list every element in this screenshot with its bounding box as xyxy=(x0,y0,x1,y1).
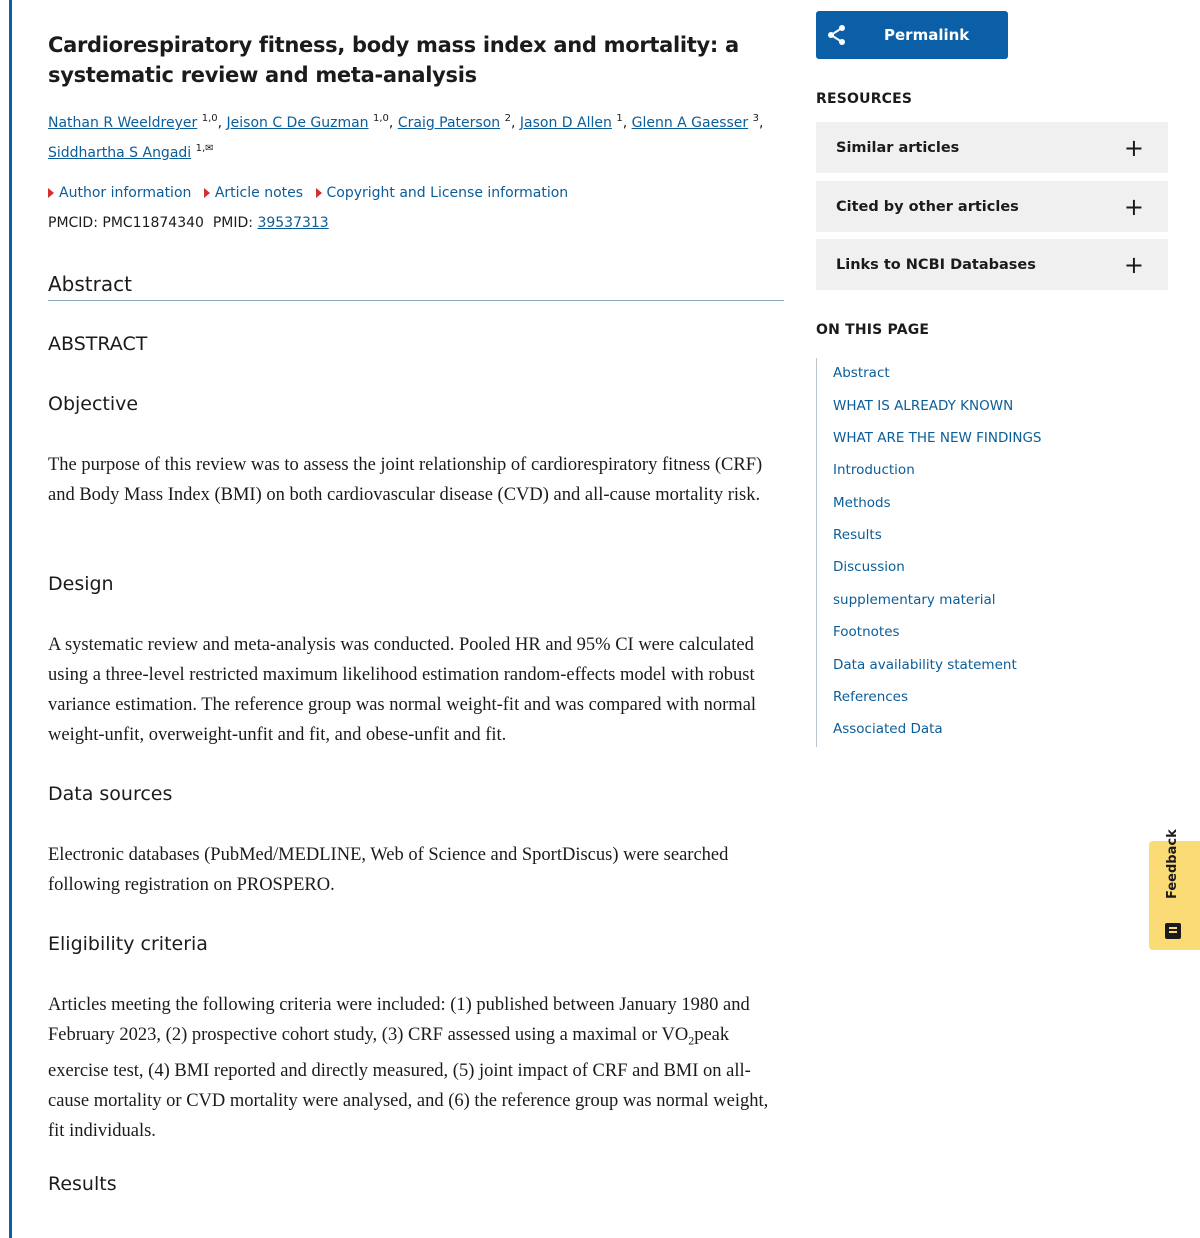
data-sources-heading: Data sources xyxy=(48,783,173,805)
author-affiliation: 3 xyxy=(752,113,759,124)
expand-triangle-icon xyxy=(48,188,54,198)
author-link[interactable]: Siddhartha S Angadi xyxy=(48,145,192,161)
article-info-links xyxy=(48,182,784,205)
objective-text: The purpose of this review was to assess the joint relationship of cardiorespiratory fitness (CRF) and Body Mass Index (BMI) on both cardiovascular disease (CVD) and all-cause mortality risk. xyxy=(48,455,763,505)
author-affiliation: 1,0 xyxy=(201,113,218,124)
author-link[interactable]: Nathan R Weeldreyer xyxy=(48,115,198,131)
results-heading: Results xyxy=(48,1173,117,1195)
ncbi-links-accordion[interactable] xyxy=(816,239,1168,290)
similar-articles-accordion[interactable] xyxy=(816,122,1168,173)
author-link[interactable]: Jeison C De Guzman xyxy=(226,115,369,131)
permalink-label: Permalink xyxy=(884,26,970,44)
author-affiliation: 1,0 xyxy=(373,113,389,124)
toc-item[interactable]: Introduction xyxy=(833,462,915,478)
article-title: Cardiorespiratory fitness, body mass index and mortality: a systematic review and meta-analysis xyxy=(48,33,739,87)
permalink-button[interactable] xyxy=(816,11,1008,59)
pmid-link[interactable]: 39537313 xyxy=(257,215,329,231)
author-link[interactable]: Jason D Allen xyxy=(519,115,612,131)
expand-triangle-icon xyxy=(316,188,322,198)
toc-item[interactable]: WHAT ARE THE NEW FINDINGS xyxy=(833,430,1042,446)
eligibility-heading: Eligibility criteria xyxy=(48,933,208,955)
toc-item[interactable]: Methods xyxy=(833,495,891,511)
toc-item[interactable]: supplementary material xyxy=(833,592,996,608)
expand-triangle-icon xyxy=(204,188,210,198)
toc-item[interactable]: Footnotes xyxy=(833,624,900,640)
toc-item[interactable]: Results xyxy=(833,527,882,543)
author-list: Nathan R Weeldreyer $^{1,0}$, Jeison C De Guzman $^{1,0}$, Craig Paterson $^2$, Jason D Allen $^1$, Glenn A Gaesser $^3$, Siddhartha S Angadi $^{1,✉}$ xyxy=(48,113,764,161)
accordion-label: Links to NCBI Databases xyxy=(836,256,1036,273)
toc-item[interactable]: Associated Data xyxy=(833,721,943,737)
plus-icon: + xyxy=(1123,250,1144,279)
author-affiliation: 1,✉ xyxy=(195,143,214,154)
objective-heading: Objective xyxy=(48,393,139,415)
plus-icon: + xyxy=(1123,133,1144,162)
accordion-label: Similar articles xyxy=(836,139,960,156)
on-this-page-nav xyxy=(816,358,1077,747)
author-affiliation: 2 xyxy=(504,113,511,124)
data-sources-text: Electronic databases (PubMed/MEDLINE, Web of Science and SportDiscus) were searched following registration on PROSPERO. xyxy=(48,845,729,895)
toc-item[interactable]: WHAT IS ALREADY KNOWN xyxy=(833,398,1014,414)
resources-heading: RESOURCES xyxy=(816,91,913,107)
pmid-label: PMID: xyxy=(212,215,253,231)
abstract-heading: Abstract xyxy=(48,270,784,301)
design-text: A systematic review and meta-analysis was conducted. Pooled HR and 95% CI were calculated using a three-level restricted maximum likelihood estimation random-effects model with robust variance estimation. The reference group was normal weight-fit and was compared with normal weight-unfit, overweight-unfit and fit, and obese-unfit and fit. xyxy=(48,635,757,745)
article-notes-toggle[interactable]: Article notes xyxy=(204,182,303,204)
plus-icon: + xyxy=(1123,192,1144,221)
on-this-page-heading: ON THIS PAGE xyxy=(816,322,930,338)
feedback-icon xyxy=(1165,923,1181,939)
toc-item[interactable]: Abstract xyxy=(833,365,890,381)
left-accent-bar xyxy=(9,0,12,1238)
cited-by-accordion[interactable] xyxy=(816,181,1168,232)
accordion-label: Cited by other articles xyxy=(836,198,1019,215)
toc-item[interactable]: Data availability statement xyxy=(833,657,1017,673)
author-information-toggle[interactable]: Author information xyxy=(48,182,191,204)
eligibility-text: Articles meeting the following criteria were included: (1) published between January 1980 and February 2023, (2) prospective cohort study, (3) CRF assessed using a maximal or $VO_2peak$ exercise test, (4) BMI reported and directly measured, (5) joint impact of CRF and BMI on all-cause mortality or CVD mortality were analysed, and (6) the reference group was normal weight, fit individuals. xyxy=(48,995,769,1141)
abstract-subheading: ABSTRACT xyxy=(48,333,148,355)
toc-item[interactable]: References xyxy=(833,689,909,705)
author-link[interactable]: Craig Paterson xyxy=(397,115,501,131)
toc-item[interactable]: Discussion xyxy=(833,559,905,575)
copyright-license-toggle[interactable]: Copyright and License information xyxy=(316,182,569,204)
author-link[interactable]: Glenn A Gaesser xyxy=(631,115,749,131)
article-identifiers xyxy=(48,213,784,233)
feedback-button[interactable] xyxy=(1149,829,1200,950)
article-main xyxy=(48,30,784,1195)
share-icon xyxy=(826,24,848,46)
pmcid: PMCID: PMC11874340 xyxy=(48,215,204,231)
author-affiliation: 1 xyxy=(616,113,623,124)
feedback-label: Feedback xyxy=(1165,829,1180,899)
design-heading: Design xyxy=(48,573,114,595)
